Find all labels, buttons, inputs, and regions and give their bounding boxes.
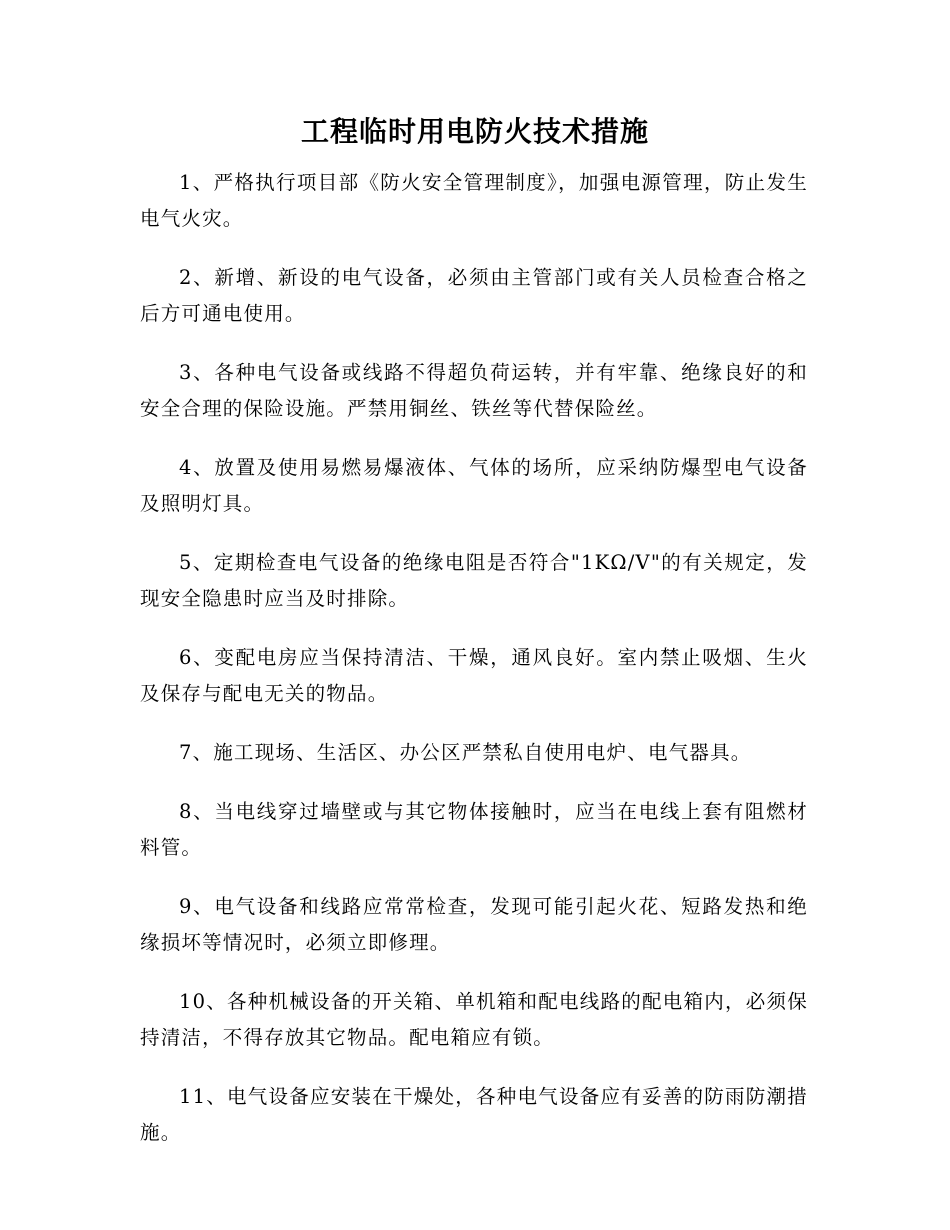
paragraph-1: 1、严格执行项目部《防火安全管理制度》，加强电源管理，防止发生电气火灾。 — [140, 171, 808, 230]
paragraph-6: 6、变配电房应当保持清洁、干燥，通风良好。室内禁止吸烟、生火及保存与配电无关的物品。 — [140, 646, 808, 705]
paragraph-9: 9、电气设备和线路应常常检查，发现可能引起火花、短路发热和绝缘损坏等情况时，必须立即修理。 — [140, 895, 808, 954]
paragraph-8: 8、当电线穿过墙壁或与其它物体接触时，应当在电线上套有阻燃材料管。 — [140, 800, 808, 859]
document-body — [140, 165, 808, 1174]
paragraph-11: 11、电气设备应安装在干燥处，各种电气设备应有妥善的防雨防潮措施。 — [140, 1085, 808, 1144]
paragraph-10: 10、各种机械设备的开关箱、单机箱和配电线路的配电箱内，必须保持清洁，不得存放其它物品。配电箱应有锁。 — [140, 990, 808, 1049]
paragraph-4: 4、放置及使用易燃易爆液体、气体的场所，应采纳防爆型电气设备及照明灯具。 — [140, 456, 808, 515]
paragraph-7: 7、施工现场、生活区、办公区严禁私自使用电炉、电气器具。 — [179, 741, 752, 764]
paragraph-5: 5、定期检查电气设备的绝缘电阻是否符合"1KΩ/V"的有关规定，发现安全隐患时应当及时排除。 — [140, 551, 808, 610]
document-title: 工程临时用电防火技术措施 — [300, 115, 649, 148]
paragraph-2: 2、新增、新设的电气设备，必须由主管部门或有关人员检查合格之后方可通电使用。 — [140, 266, 808, 325]
paragraph-3: 3、各种电气设备或线路不得超负荷运转，并有牢靠、绝缘良好的和安全合理的保险设施。严禁用铜丝、铁丝等代替保险丝。 — [140, 361, 808, 420]
